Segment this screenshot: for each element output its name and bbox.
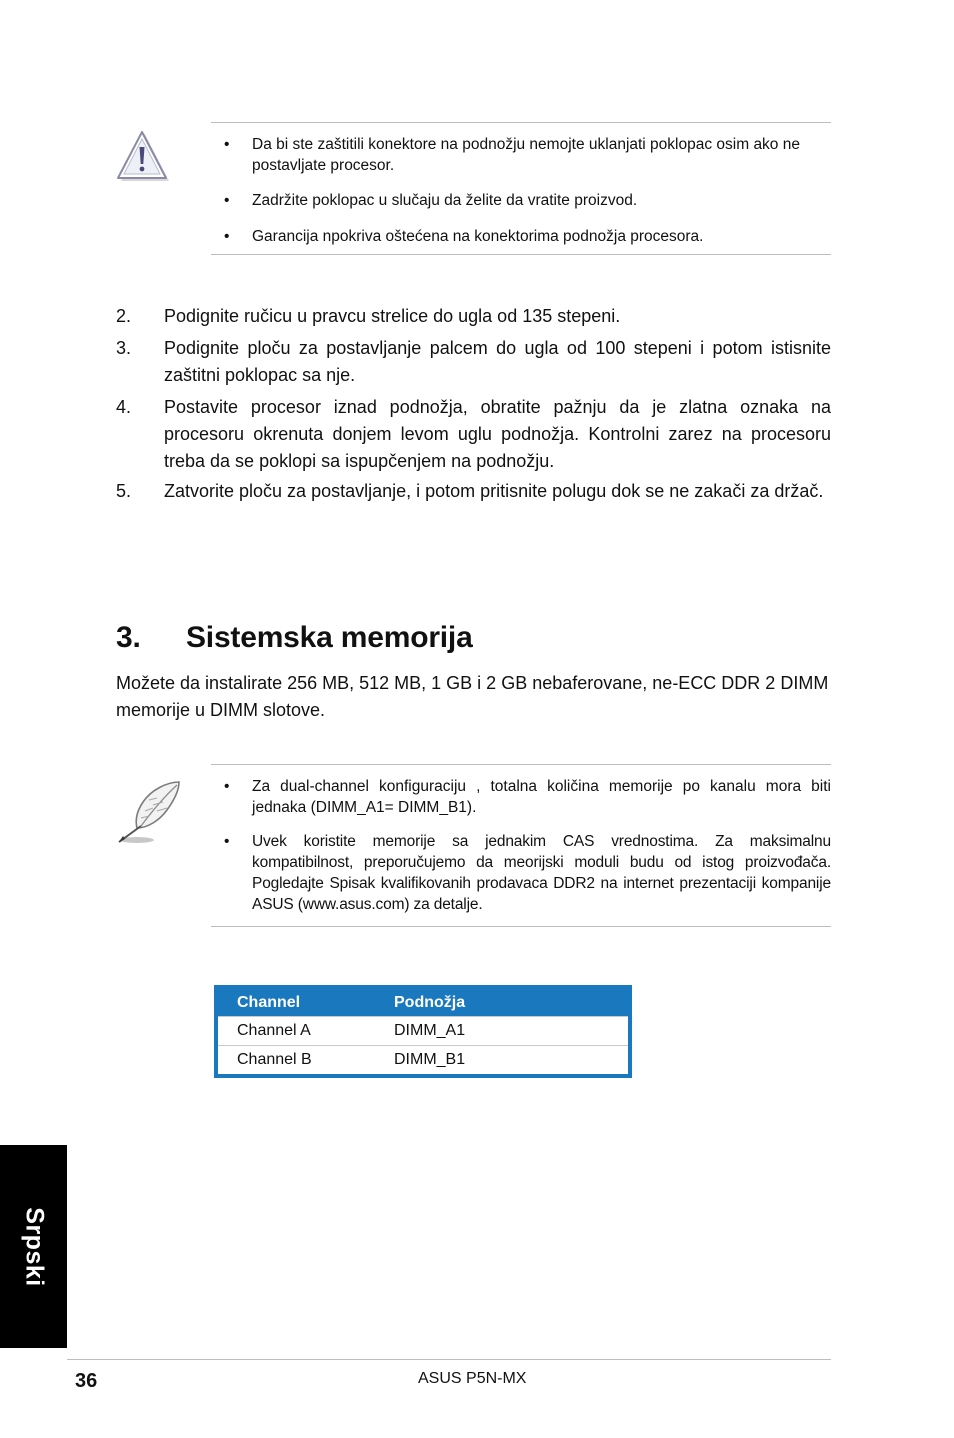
- cell-channel: Channel B: [237, 1051, 312, 1068]
- caution-box: [211, 122, 831, 255]
- step-number: 5.: [116, 481, 132, 501]
- caution-item: [211, 134, 831, 176]
- table-header-row: [218, 989, 628, 1016]
- caution-text: Da bi ste zaštitili konektore na podnožju nemojte uklanjati poklopac osim ako ne postavljate procesor.: [252, 136, 800, 174]
- caution-text: Zadržite poklopac u slučaju da želite da vratite proizvod.: [252, 192, 638, 209]
- note-item: [211, 776, 831, 818]
- cell-socket: DIMM_A1: [394, 1022, 466, 1039]
- cell-channel: Channel A: [237, 1022, 311, 1039]
- section-number: 3.: [116, 621, 141, 654]
- caution-item: [211, 226, 831, 247]
- section-heading: [116, 618, 473, 658]
- note-item: [211, 831, 831, 915]
- channel-table: [214, 985, 632, 1078]
- bullet: •: [224, 136, 230, 153]
- table-row: [218, 1045, 628, 1074]
- caution-text: Garancija npokriva oštećena na konektorima podnožja procesora.: [252, 228, 704, 245]
- step-text: Podignite ručicu u pravcu strelice do ugla od 135 stepeni.: [164, 306, 621, 326]
- feather-pen-icon: [113, 778, 185, 846]
- section-title: Sistemska memorija: [186, 621, 473, 654]
- header-channel: Channel: [237, 994, 301, 1011]
- language-side-tab: [0, 1145, 67, 1348]
- bullet: •: [224, 833, 230, 850]
- caution-item: [211, 190, 831, 211]
- step-number: 4.: [116, 397, 132, 417]
- language-label: Srpski: [20, 1206, 48, 1287]
- bullet: •: [224, 192, 230, 209]
- step-number: 2.: [116, 306, 132, 326]
- step-4: [116, 394, 831, 475]
- note-box: [211, 764, 831, 927]
- footer-divider: [67, 1359, 831, 1360]
- header-socket: Podnožja: [394, 994, 466, 1011]
- cell-socket: DIMM_B1: [394, 1051, 466, 1068]
- note-text: Uvek koristite memorije sa jednakim CAS vrednostima. Za maksimalnu kompatibilnost, preporučujemo da meorijski moduli budu od istog proizvođača. Pogledajte Spisak kvalifikovanih prodavaca DDR2 na internet prezentaciji kompanije ASUS (www.asus.com) za detalje.: [252, 833, 831, 913]
- bullet: •: [224, 778, 230, 795]
- step-number: 3.: [116, 338, 132, 358]
- step-3: [116, 335, 831, 389]
- note-text: Za dual-channel konfiguraciju , totalna količina memorije po kanalu mora biti jednaka (DIMM_A1= DIMM_B1).: [252, 778, 831, 816]
- bullet: •: [224, 228, 230, 245]
- footer-product: ASUS P5N-MX: [418, 1370, 527, 1387]
- step-2: [116, 303, 831, 330]
- step-text: Zatvorite ploču za postavljanje, i potom pritisnite polugu dok se ne zakači za držač.: [164, 481, 824, 501]
- table-row: [218, 1016, 628, 1045]
- page-number: 36: [75, 1370, 98, 1392]
- warning-triangle-icon: [115, 129, 171, 185]
- step-text: Postavite procesor iznad podnožja, obratite pažnju da je zlatna oznaka na procesoru okrenuta donjem levom uglu podnožja. Kontrolni zarez na procesoru treba da se poklopi sa ispupčenjem na podnožju.: [164, 397, 831, 471]
- step-text: Podignite ploču za postavljanje palcem do ugla od 100 stepeni i potom istisnite zaštitni poklopac sa nje.: [164, 338, 831, 385]
- step-5: [116, 478, 831, 505]
- section-intro: Možete da instalirate 256 MB, 512 MB, 1 GB i 2 GB nebaferovane, ne-ECC DDR 2 DIMM memorije u DIMM slotove.: [116, 673, 829, 720]
